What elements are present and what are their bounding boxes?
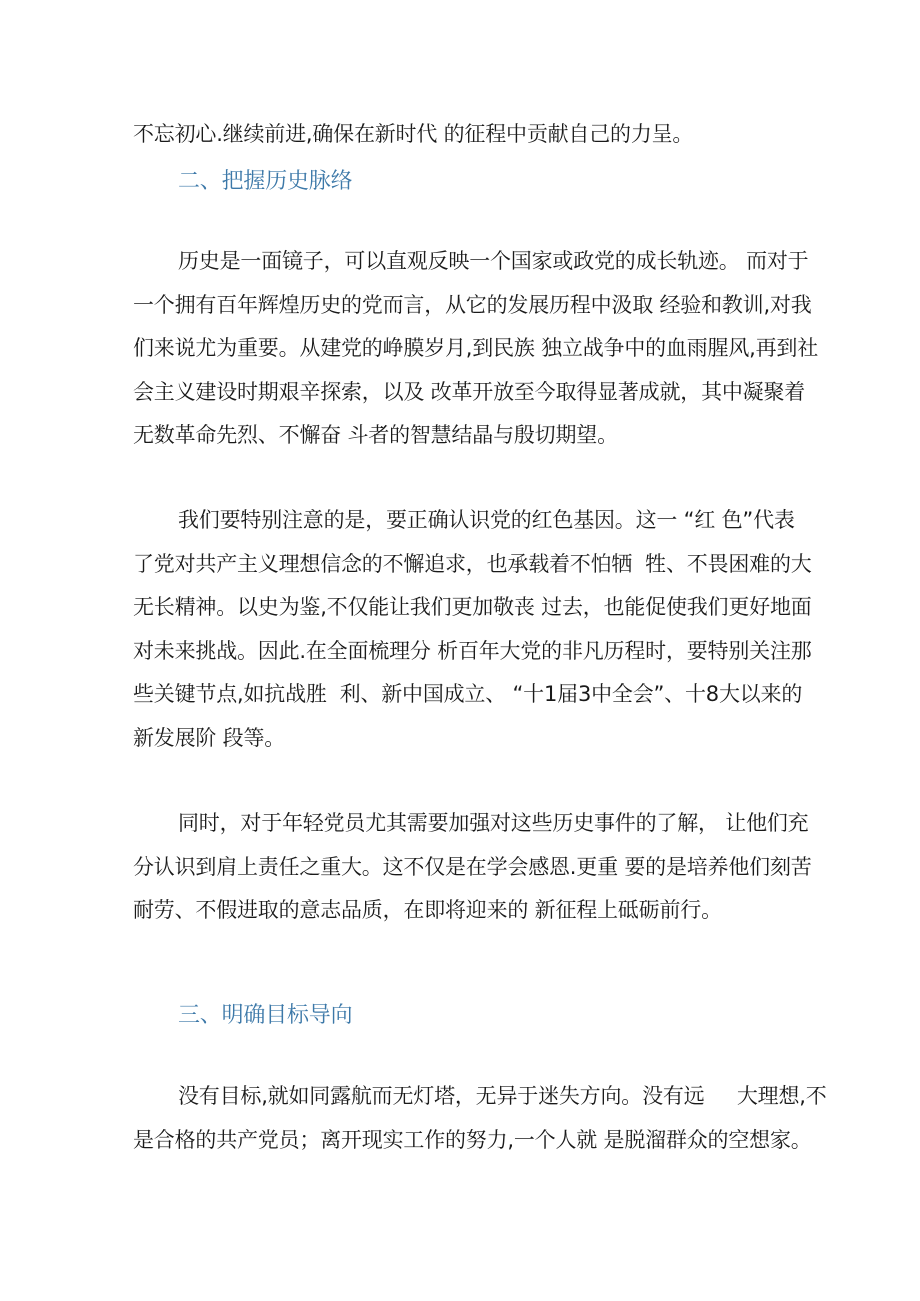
paragraph-line: 同时，对于年轻党员尤其需要加强对这些历史事件的了解， 让他们充: [178, 811, 809, 835]
paragraph-line: 对未来挑战。因此.在全面梳理分 析百年大党的非凡历程时，要特别关注那: [133, 639, 812, 663]
paragraph-line: 不忘初心.继续前进,确保在新时代 的征程中贡献自己的力呈。: [133, 122, 694, 146]
paragraph-line: 无数革命先烈、不懈奋 斗者的智慧结晶与殷切期望。: [133, 423, 618, 447]
paragraph-line: 些关键节点,如抗战胜 利、新中国成立、 “十1届3中全会”、十8大以来的: [133, 682, 803, 706]
paragraph-line: 一个拥有百年辉煌历史的党而言，从它的发展历程中汲取 经验和教训,对我: [133, 293, 812, 317]
paragraph-line: 我们要特别注意的是，要正确认识党的红色基因。这一 “红 色”代表: [178, 508, 795, 532]
section-heading-2: 二、把握历史脉络: [178, 169, 353, 194]
paragraph-line: 新发展阶 段等。: [133, 726, 286, 750]
section-heading-3: 三、明确目标导向: [178, 1003, 353, 1028]
paragraph-line: 无长精神。以史为鉴,不仅能让我们更加敬丧 过去，也能促使我们更好地面: [133, 595, 812, 619]
paragraph-line: 了党对共产主义理想信念的不懈追求，也承载着不怕牺 牲、不畏困难的大: [133, 552, 812, 576]
paragraph-line: 们来说尤为重要。从建党的峥膜岁月,到民族 独立战争中的血雨腥风,再到社: [133, 336, 819, 360]
paragraph-line: 历史是一面镜子，可以直观反映一个国家或政党的成长轨迹。 而对于: [178, 249, 809, 273]
paragraph-line: 分认识到肩上责任之重大。这不仅是在学会感恩.更重 要的是培养他们刻苦: [133, 855, 812, 879]
paragraph-line: 会主义建设时期艰辛探索，以及 改革开放至今取得显著成就，其中凝聚着: [133, 380, 806, 404]
paragraph-line: 是合格的共产党员；离开现实工作的努力,一个人就 是脱溜群众的空想家。: [133, 1128, 812, 1152]
paragraph-line: 没有目标,就如同露航而无灯塔，无异于迷失方向。没有远 大理想,不: [178, 1084, 827, 1108]
paragraph-line: 耐劳、不假进取的意志品质，在即将迎来的 新征程上砥砺前行。: [133, 898, 722, 922]
